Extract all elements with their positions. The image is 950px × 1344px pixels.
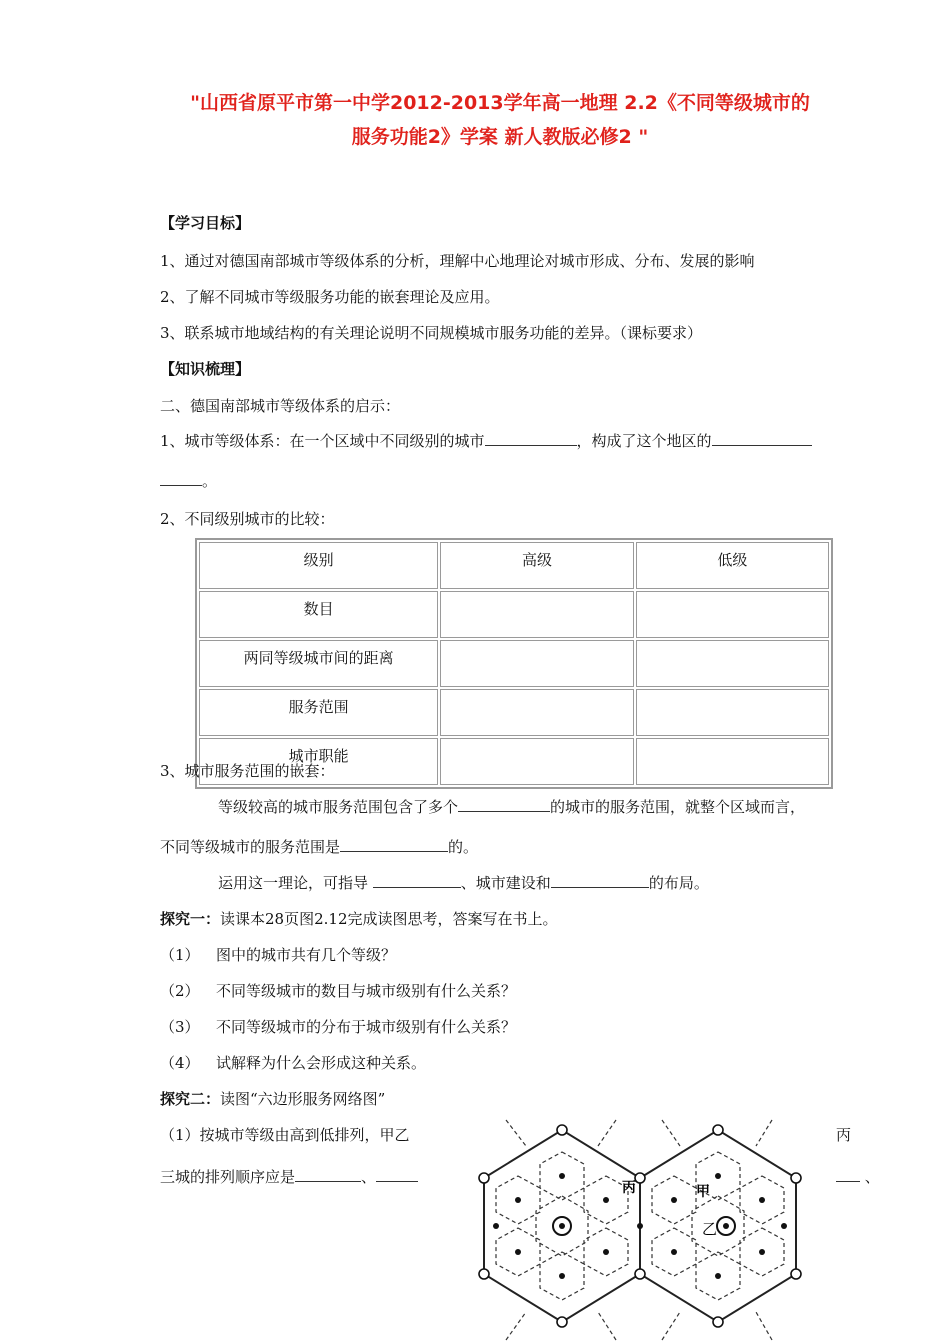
table-header-cell: 高级 bbox=[440, 542, 633, 589]
nesting-heading: 3、城市服务范围的嵌套： bbox=[160, 762, 335, 780]
explore-2-q1: （1）按城市等级由高到低排列，甲乙 bbox=[160, 1126, 410, 1144]
nesting-text-e: 运用这一理论，可指导 bbox=[218, 874, 369, 892]
map-label-yi: 乙 bbox=[702, 1220, 718, 1238]
explore-2-q1-order-end bbox=[836, 1166, 880, 1187]
objectives-heading: 【学习目标】 bbox=[160, 214, 251, 232]
nesting-paragraph-2 bbox=[160, 836, 478, 857]
question-text: 图中的城市共有几个等级？ bbox=[216, 946, 397, 964]
explore-1-label: 探究一： bbox=[160, 910, 221, 928]
explore-1 bbox=[160, 908, 558, 929]
explore-2-q1-order bbox=[160, 1166, 418, 1187]
answer-cell[interactable] bbox=[636, 591, 829, 638]
question-number: （2） bbox=[160, 982, 200, 1000]
order-end: 、 bbox=[864, 1168, 880, 1186]
answer-cell[interactable] bbox=[440, 689, 633, 736]
table-row bbox=[199, 640, 829, 687]
objective-2: 2、了解不同城市等级服务功能的嵌套理论及应用。 bbox=[160, 288, 500, 306]
explore-2-text: 读图“六边形服务网络图” bbox=[220, 1090, 386, 1108]
explore-1-text: 读课本28页图2.12完成读图思考，答案写在书上。 bbox=[220, 910, 558, 928]
question-number: （3） bbox=[160, 1018, 200, 1036]
item1-text-b: ，构成了这个地区的 bbox=[576, 432, 712, 450]
table-header-cell: 级别 bbox=[199, 542, 438, 589]
blank-field[interactable] bbox=[340, 837, 448, 852]
nesting-text-g: 的布局。 bbox=[648, 874, 709, 892]
explore-2-q1-bing: 丙 bbox=[836, 1126, 852, 1144]
blank-field[interactable] bbox=[836, 1167, 860, 1182]
nesting-text-a: 等级较高的城市服务范围包含了多个 bbox=[218, 798, 459, 816]
answer-cell[interactable] bbox=[636, 738, 829, 785]
answer-cell[interactable] bbox=[440, 738, 633, 785]
section-2-title: 二、德国南部城市等级体系的启示： bbox=[160, 397, 401, 415]
explore-2 bbox=[160, 1088, 385, 1109]
blank-field[interactable] bbox=[485, 431, 577, 446]
row-label: 数目 bbox=[199, 591, 438, 638]
blank-field[interactable] bbox=[373, 873, 461, 888]
order-sep: 、 bbox=[361, 1168, 377, 1186]
answer-cell[interactable] bbox=[636, 689, 829, 736]
hexagon-service-network-figure bbox=[466, 1116, 826, 1344]
question-4 bbox=[160, 1052, 426, 1073]
blank-field[interactable] bbox=[376, 1167, 418, 1182]
row-label: 服务范围 bbox=[199, 689, 438, 736]
document-title bbox=[120, 86, 880, 154]
nesting-text-c: 不同等级城市的服务范围是 bbox=[160, 838, 341, 856]
comparison-table bbox=[195, 538, 833, 789]
table-row bbox=[199, 689, 829, 736]
row-label: 两同等级城市间的距离 bbox=[199, 640, 438, 687]
blank-field[interactable] bbox=[551, 873, 649, 888]
map-label-jia: 甲 bbox=[696, 1184, 710, 1200]
item1-end: 。 bbox=[202, 472, 218, 490]
hierarchy-definition bbox=[160, 430, 812, 451]
title-line-1: "山西省原平市第一中学2012-2013学年高一地理 2.2《不同等级城市的 bbox=[190, 92, 810, 114]
answer-cell[interactable] bbox=[636, 640, 829, 687]
answer-cell[interactable] bbox=[440, 640, 633, 687]
nesting-text-b: 的城市的服务范围，就整个区域而言， bbox=[550, 798, 806, 816]
order-text: 三城的排列顺序应是 bbox=[160, 1168, 296, 1186]
blank-field[interactable] bbox=[295, 1167, 361, 1182]
question-text: 不同等级城市的数目与城市级别有什么关系？ bbox=[216, 982, 517, 1000]
question-3 bbox=[160, 1016, 516, 1037]
question-2 bbox=[160, 980, 516, 1001]
hierarchy-definition-cont bbox=[160, 470, 217, 491]
nesting-text-d: 的。 bbox=[448, 838, 479, 856]
table-header-row bbox=[199, 542, 829, 589]
question-number: （4） bbox=[160, 1054, 200, 1072]
blank-field[interactable] bbox=[458, 797, 550, 812]
table-row bbox=[199, 591, 829, 638]
answer-cell[interactable] bbox=[440, 591, 633, 638]
question-text: 不同等级城市的分布于城市级别有什么关系？ bbox=[216, 1018, 517, 1036]
nesting-paragraph-1 bbox=[218, 796, 805, 817]
objective-1: 1、通过对德国南部城市等级体系的分析，理解中心地理论对城市形成、分布、发展的影响 bbox=[160, 252, 755, 270]
explore-2-label: 探究二： bbox=[160, 1090, 221, 1108]
blank-field[interactable] bbox=[712, 431, 812, 446]
nesting-paragraph-3 bbox=[218, 872, 709, 893]
question-text: 试解释为什么会形成这种关系。 bbox=[216, 1054, 427, 1072]
map-label-bing: 丙 bbox=[622, 1180, 636, 1196]
comparison-heading: 2、不同级别城市的比较： bbox=[160, 510, 335, 528]
question-1 bbox=[160, 944, 396, 965]
blank-field[interactable] bbox=[160, 471, 202, 486]
title-line-2: 服务功能2》学案 新人教版必修2 " bbox=[351, 126, 649, 148]
question-number: （1） bbox=[160, 946, 200, 964]
knowledge-heading: 【知识梳理】 bbox=[160, 360, 251, 378]
item1-text-a: 1、城市等级体系：在一个区域中不同级别的城市 bbox=[160, 432, 485, 450]
row-label: 城市职能 bbox=[199, 738, 438, 785]
nesting-text-f: 、城市建设和 bbox=[460, 874, 551, 892]
objective-3: 3、联系城市地域结构的有关理论说明不同规模城市服务功能的差异。（课标要求） bbox=[160, 324, 703, 342]
table-header-cell: 低级 bbox=[636, 542, 829, 589]
